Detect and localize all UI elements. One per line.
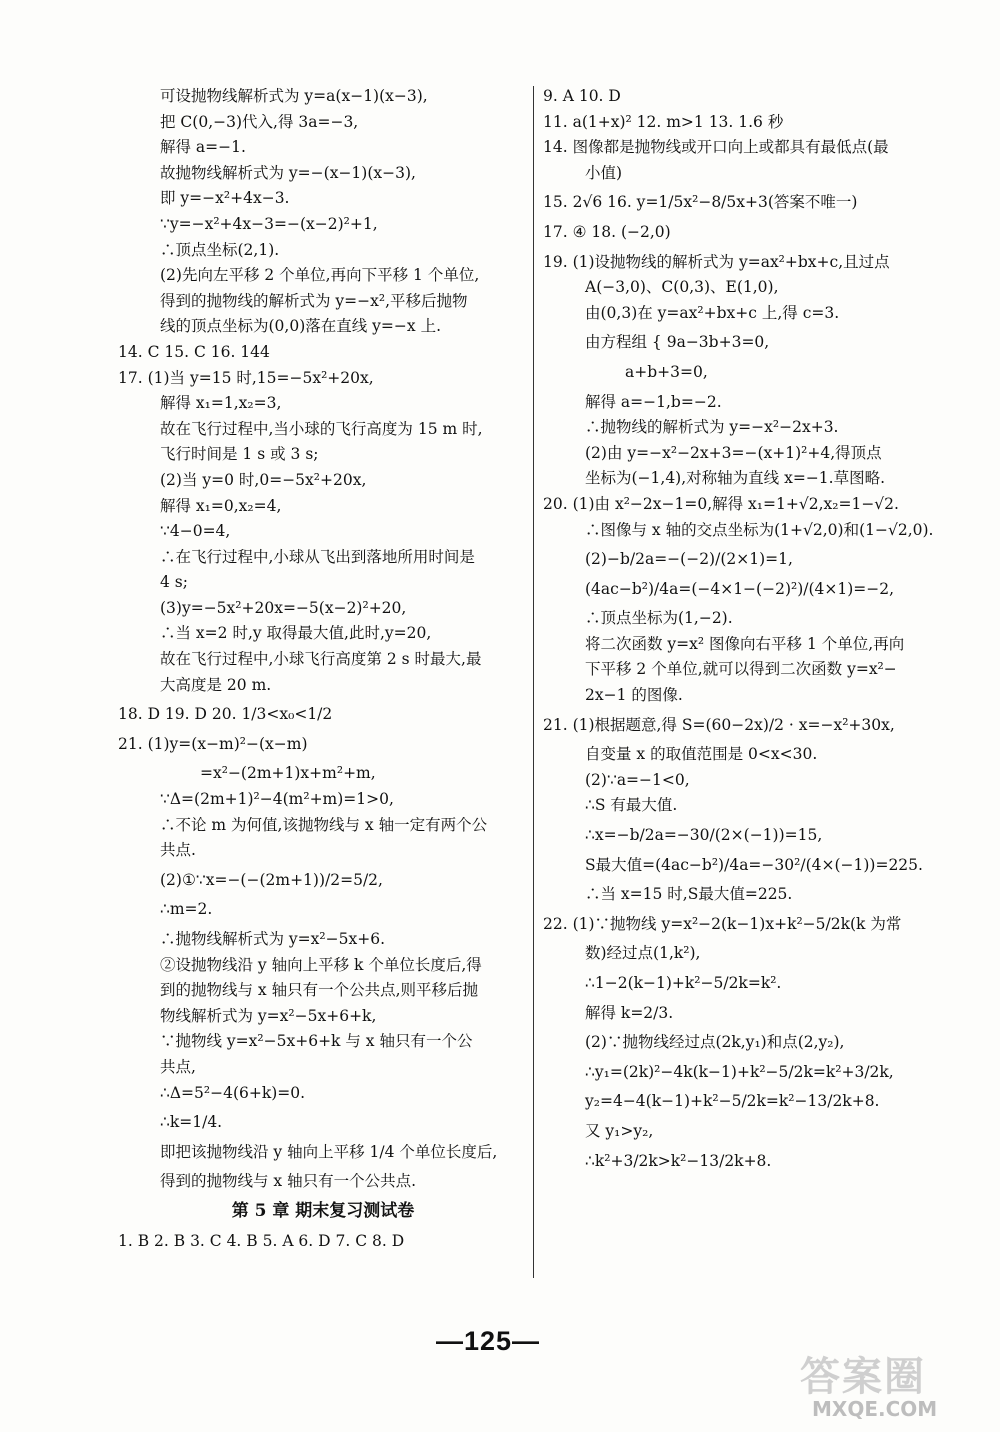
right-line: 下平移 2 个单位,就可以得到二次函数 y=x²−	[585, 660, 897, 679]
right-line: S最大值=(4ac−b²)/4a=−30²/(4×(−1))=225.	[585, 855, 923, 874]
right-line: 将二次函数 y=x² 图像向右平移 1 个单位,再向	[585, 634, 905, 653]
left-line: 18. D 19. D 20. 1/3<x₀<1/2	[118, 705, 333, 724]
right-line: ∴顶点坐标为(1,−2).	[585, 609, 733, 628]
left-line: 得到的抛物线的解析式为 y=−x²,平移后抛物	[160, 291, 468, 310]
right-line: ∴抛物线的解析式为 y=−x²−2x+3.	[585, 418, 839, 437]
left-line: 14. C 15. C 16. 144	[118, 342, 270, 361]
right-line: y₂=4−4(k−1)+k²−5/2k=k²−13/2k+8.	[585, 1092, 880, 1111]
right-column	[543, 84, 933, 1178]
left-line: ∴k=1/4.	[160, 1113, 223, 1132]
left-line: 物线解析式为 y=x²−5x+6+k,	[160, 1006, 377, 1025]
left-line: 把 C(0,−3)代入,得 3a=−3,	[160, 112, 359, 131]
left-line: 大高度是 20 m.	[160, 675, 272, 694]
left-line: 4 s;	[160, 573, 188, 592]
left-line: 线的顶点坐标为(0,0)落在直线 y=−x 上.	[160, 317, 441, 336]
page-number: —125—	[436, 1326, 541, 1356]
right-line: ∴图像与 x 轴的交点坐标为(1+√2,0)和(1−√2,0).	[585, 520, 934, 539]
right-line: 14. 图像都是抛物线或开口向上或都具有最低点(最	[543, 138, 889, 157]
right-line: 坐标为(−1,4),对称轴为直线 x=−1.草图略.	[585, 469, 886, 488]
right-line: 又 y₁>y₂,	[585, 1121, 654, 1140]
left-line: ∴顶点坐标(2,1).	[160, 240, 280, 259]
right-line: 自变量 x 的取值范围是 0<x<30.	[585, 745, 818, 764]
right-line: 数)经过点(1,k²),	[585, 944, 701, 963]
right-line: 19. (1)设抛物线的解析式为 y=ax²+bx+c,且过点	[543, 252, 890, 271]
left-line: (3)y=−5x²+20x=−5(x−2)²+20,	[160, 598, 407, 617]
right-line: 由方程组 { 9a−3b+3=0,	[585, 333, 770, 352]
left-line: ∴在飞行过程中,小球从飞出到落地所用时间是	[160, 547, 475, 566]
left-line: (2)①∵x=−(−(2m+1))/2=5/2,	[160, 870, 383, 889]
left-line: 解得 a=−1.	[160, 138, 246, 157]
right-line: 2x−1 的图像.	[585, 686, 683, 705]
column-divider	[533, 86, 534, 1278]
right-line: ∴x=−b/2a=−30/(2×(−1))=15,	[585, 826, 823, 845]
left-column	[118, 84, 528, 1254]
left-line: 共点.	[160, 841, 196, 860]
right-line: (2)−b/2a=−(−2)/(2×1)=1,	[585, 550, 793, 569]
left-line: 故抛物线解析式为 y=−(x−1)(x−3),	[160, 163, 416, 182]
watermark-text: MXQE.COM	[812, 1397, 938, 1421]
left-line: 解得 x₁=1,x₂=3,	[160, 394, 282, 413]
left-line: ∴抛物线解析式为 y=x²−5x+6.	[160, 930, 385, 948]
answer-list: 1. B 2. B 3. C 4. B 5. A 6. D 7. C 8. D	[118, 1231, 405, 1250]
right-line: 小值)	[585, 163, 623, 182]
watermark	[800, 1345, 990, 1427]
right-line: A(−3,0)、C(0,3)、E(1,0),	[585, 278, 779, 297]
right-line: 21. (1)根据题意,得 S=(60−2x)/2 · x=−x²+30x,	[543, 715, 895, 734]
left-line: ∵4−0=4,	[160, 522, 231, 541]
right-line: ∴1−2(k−1)+k²−5/2k=k².	[585, 974, 782, 992]
left-line: ∴当 x=2 时,y 取得最大值,此时,y=20,	[160, 624, 432, 643]
right-line: 解得 k=2/3.	[585, 1003, 674, 1022]
right-line: a+b+3=0,	[625, 362, 708, 381]
left-line: 共点,	[160, 1057, 196, 1076]
left-line: ∵y=−x²+4x−3=−(x−2)²+1,	[160, 214, 378, 233]
left-line: 到的抛物线与 x 轴只有一个公共点,则平移后抛	[160, 981, 479, 1000]
right-line: 11. a(1+x)² 12. m>1 13. 1.6 秒	[543, 112, 784, 131]
right-line: ∴y₁=(2k)²−4k(k−1)+k²−5/2k=k²+3/2k,	[585, 1062, 894, 1081]
left-line: =x²−(2m+1)x+m²+m,	[200, 764, 376, 783]
left-line: 17. (1)当 y=15 时,15=−5x²+20x,	[118, 368, 374, 387]
section-title: 第 5 章 期末复习测试卷	[231, 1200, 415, 1221]
left-line: 解得 x₁=0,x₂=4,	[160, 496, 282, 515]
right-line: ∴S 有最大值.	[585, 796, 678, 815]
right-line: (2)∵抛物线经过点(2k,y₁)和点(2,y₂),	[585, 1033, 845, 1052]
left-line: ∴不论 m 为何值,该抛物线与 x 轴一定有两个公	[160, 815, 488, 834]
left-line: 故在飞行过程中,当小球的飞行高度为 15 m 时,	[160, 419, 483, 438]
right-line: ∴k²+3/2k>k²−13/2k+8.	[585, 1151, 772, 1170]
right-line: 15. 2√6 16. y=1/5x²−8/5x+3(答案不唯一)	[543, 193, 858, 212]
watermark-logo: 答案圈	[800, 1354, 926, 1400]
left-line: 故在飞行过程中,小球飞行高度第 2 s 时最大,最	[160, 650, 482, 669]
right-line: (2)∵a=−1<0,	[585, 770, 690, 789]
left-line: (2)先向左平移 2 个单位,再向下平移 1 个单位,	[160, 266, 480, 285]
left-line: 即 y=−x²+4x−3.	[160, 189, 290, 208]
right-line: 由(0,3)在 y=ax²+bx+c 上,得 c=3.	[585, 303, 840, 322]
left-line: 可设抛物线解析式为 y=a(x−1)(x−3),	[160, 87, 428, 105]
right-line: ∴当 x=15 时,S最大值=225.	[585, 885, 793, 904]
left-line: (2)当 y=0 时,0=−5x²+20x,	[160, 470, 367, 489]
right-line: 22. (1)∵抛物线 y=x²−2(k−1)x+k²−5/2k(k 为常	[543, 914, 902, 933]
right-line: 解得 a=−1,b=−2.	[585, 392, 722, 411]
right-line: (4ac−b²)/4a=(−4×1−(−2)²)/(4×1)=−2,	[585, 579, 895, 598]
right-line: (2)由 y=−x²−2x+3=−(x+1)²+4,得顶点	[585, 443, 882, 462]
right-line: 17. ④ 18. (−2,0)	[543, 222, 671, 241]
left-line: ∵Δ=(2m+1)²−4(m²+m)=1>0,	[160, 790, 394, 809]
left-line: 21. (1)y=(x−m)²−(x−m)	[118, 734, 308, 753]
right-line: 20. (1)由 x²−2x−1=0,解得 x₁=1+√2,x₂=1−√2.	[543, 494, 899, 513]
right-line: 9. A 10. D	[543, 87, 621, 105]
left-line: ∴m=2.	[160, 900, 213, 919]
left-line: 飞行时间是 1 s 或 3 s;	[160, 445, 319, 464]
left-line: ②设抛物线沿 y 轴向上平移 k 个单位长度后,得	[160, 955, 482, 974]
left-line: 得到的抛物线与 x 轴只有一个公共点.	[160, 1172, 417, 1191]
left-line: ∴Δ=5²−4(6+k)=0.	[160, 1083, 306, 1102]
left-line: ∵抛物线 y=x²−5x+6+k 与 x 轴只有一个公	[160, 1032, 473, 1051]
left-line: 即把该抛物线沿 y 轴向上平移 1/4 个单位长度后,	[160, 1142, 498, 1161]
